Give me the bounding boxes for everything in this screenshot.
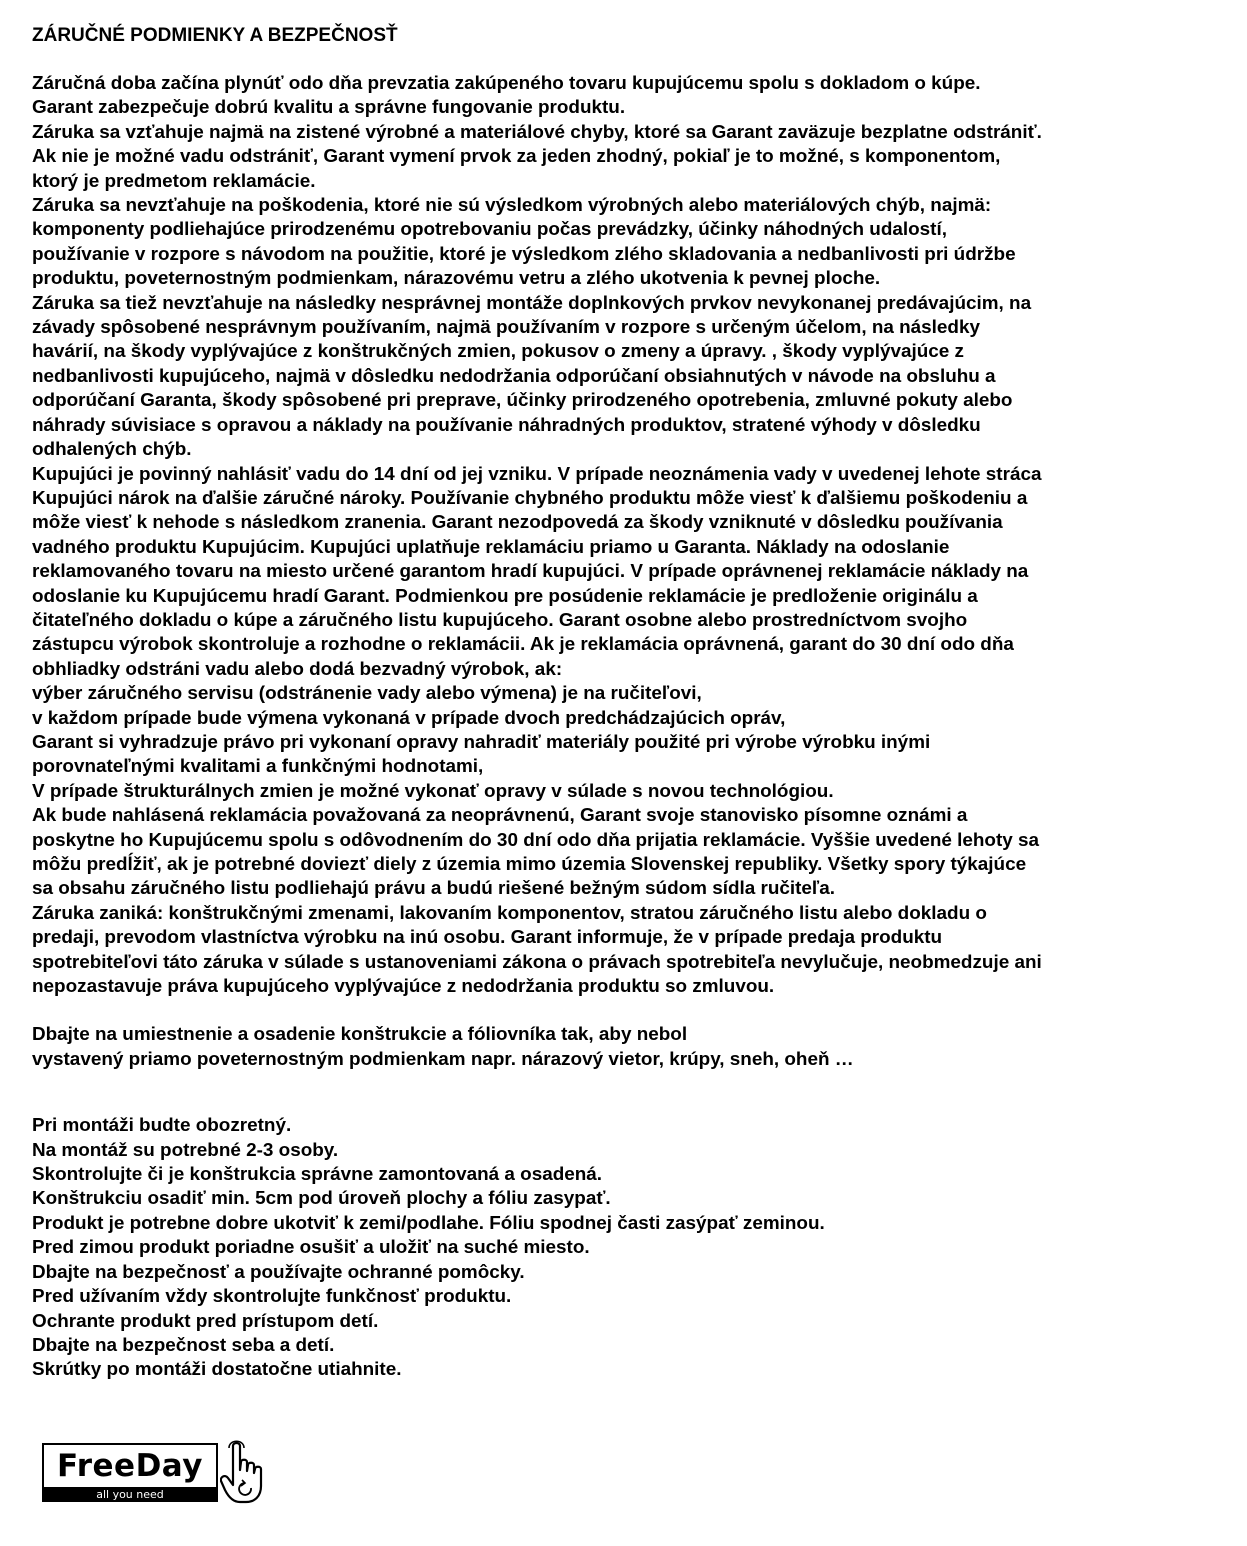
freeday-logo — [42, 1443, 218, 1503]
logo-tagline: all you need — [42, 1487, 218, 1502]
safety-line: Dbajte na bezpečnosť a používajte ochranné pomôcky. — [32, 1261, 525, 1283]
safety-line: Skontrolujte či je konštrukcia správne zamontovaná a osadená. — [32, 1164, 603, 1186]
safety-line: Pred zimou produkt poriadne osušiť a uložiť na suché miesto. — [32, 1237, 590, 1259]
logo-brand: FreeDay — [42, 1443, 218, 1489]
hand-pointer-icon — [220, 1440, 272, 1504]
safety-line: Konštrukciu osadiť min. 5cm pod úroveň plochy a fóliu zasypať. — [32, 1188, 611, 1210]
safety-line: Skrútky po montáži dostatočne utiahnite. — [32, 1359, 402, 1381]
safety-line: Dbajte na bezpečnost seba a detí. — [32, 1334, 335, 1356]
safety-instructions — [32, 1114, 1232, 1382]
warranty-text: Záručná doba začína plynúť odo dňa prevzatia zakúpeného tovaru kupujúcemu spolu s dokladom o kúpe. Garant zabezpečuje dobrú kvalitu a správne fungovanie produktu. Záruka sa vzťahuje najmä na zistené výrobné a materiálové chyby, ktoré sa Garant zaväzuje bezplatne odstrániť. Ak nie je možné vadu odstrániť, Garant vymení prvok za jeden zhodný, pokiaľ je to možné, s komponentom, ktorý je predmetom reklamácie. Záruka sa nevzťahuje na poškodenia, ktoré nie sú výsledkom výrobných alebo materiálových chýb, najmä: komponenty podliehajúce prirodzenému opotrebovaniu počas prevádzky, účinky náhodných udalostí, používanie v rozpore s návodom na použitie, ktoré je výsledkom zlého skladovania a nedbanlivosti pri údržbe produktu, poveternostným podmienkam, nárazovému vetru a zlého ukotvenia k pevnej ploche. Záruka sa tiež nevzťahuje na následky nesprávnej montáže doplnkových prvkov nevykonanej predávajúcim, na závady spôsobené nesprávnym používaním, najmä používaním v rozpore s určeným účelom, na následky havárií, na škody vyplývajúce z konštrukčných zmien, pokusov o zmeny a úpravy. , škody vyplývajúce z nedbanlivosti kupujúceho, najmä v dôsledku nedodržania odporúčaní obsiahnutých v návode na obsluhu a odporúčaní Garanta, škody spôsobené pri preprave, účinky prirodzeného opotrebenia, zmluvné pokuty alebo náhrady súvisiace s opravou a náklady na používanie náhradných produktov, stratené výhody v dôsledku odhalených chýb. Kupujúci je povinný nahlásiť vadu do 14 dní od jej vzniku. V prípade neoznámenia vady v uvedenej lehote stráca Kupujúci nárok na ďalšie záručné nároky. Používanie chybného produktu môže viesť k ďalšiemu poškodeniu a môže viesť k nehode s následkom zranenia. Garant nezodpovedá za škody vzniknuté v dôsledku používania vadného produktu Kupujúcim. Kupujúci uplatňuje reklamáciu priamo u Garanta. Náklady na odoslanie reklamovaného tovaru na miesto určené garantom hradí kupujúci. V prípade oprávnenej reklamácie náklady na odoslanie ku Kupujúcemu hradí Garant. Podmienkou pre posúdenie reklamácie je predloženie originálu a čitateľného dokladu o kúpe a záručného listu kupujúceho. Garant osobne alebo prostredníctvom svojho zástupcu výrobok skontroluje a rozhodne o reklamácii. Ak je reklamácia oprávnená, garant do 30 dní odo dňa obhliadky odstráni vadu alebo dodá bezvadný výrobok, ak: výber záručného servisu (odstránenie vady alebo výmena) je na ručiteľovi, v každom prípade bude výmena vykonaná v prípade dvoch predchádzajúcich opráv, Garant si vyhradzuje právo pri vykonaní opravy nahradiť materiály použité pri výrobe výrobku inými porovnateľnými kvalitami a funkčnými hodnotami, V prípade štrukturálnych zmien je možné vykonať opravy v súlade s novou technológiou. Ak bude nahlásená reklamácia považovaná za neoprávnenú, Garant svoje stanovisko písomne oznámi a poskytne ho Kupujúcemu spolu s odôvodnením do 30 dní odo dňa prijatia reklamácie. Vyššie uvedené lehoty sa môžu predĺžiť, ak je potrebné doviezť diely z územia mimo územia Slovenskej republiky. Všetky spory týkajúce sa obsahu záručného listu podliehajú právu a budú riešené bežným súdom sídla ručiteľa. Záruka zaniká: konštrukčnými zmenami, lakovaním komponentov, stratou záručného listu alebo dokladu o predaji, prevodom vlastníctva výrobku na inú osobu. Garant informuje, že v prípade predaja produktu spotrebiteľovi táto záruka v súlade s ustanoveniami zákona o právach spotrebiteľa nevylučuje, neobmedzuje ani nepozastavuje práva kupujúceho vyplývajúce z nedodržania produktu so zmluvou. — [32, 73, 1042, 998]
placement-notice: Dbajte na umiestnenie a osadenie konštrukcie a fóliovníka tak, aby nebol vystavený priamo poveternostným podmienkam napr. nárazový vietor, krúpy, sneh, oheň … — [32, 1024, 854, 1070]
page-title: ZÁRUČNÉ PODMIENKY A BEZPEČNOSŤ — [32, 25, 398, 46]
safety-line: Pred užívaním vždy skontrolujte funkčnosť produktu. — [32, 1286, 512, 1308]
safety-line: Na montáž su potrebné 2-3 osoby. — [32, 1139, 339, 1161]
safety-line: Pri montáži budte obozretný. — [32, 1115, 292, 1137]
document-page — [32, 24, 1232, 1383]
safety-line: Ochrante produkt pred prístupom detí. — [32, 1310, 379, 1332]
safety-line: Produkt je potrebne dobre ukotviť k zemi/podlahe. Fóliu spodnej časti zasýpať zeminou. — [32, 1212, 825, 1234]
